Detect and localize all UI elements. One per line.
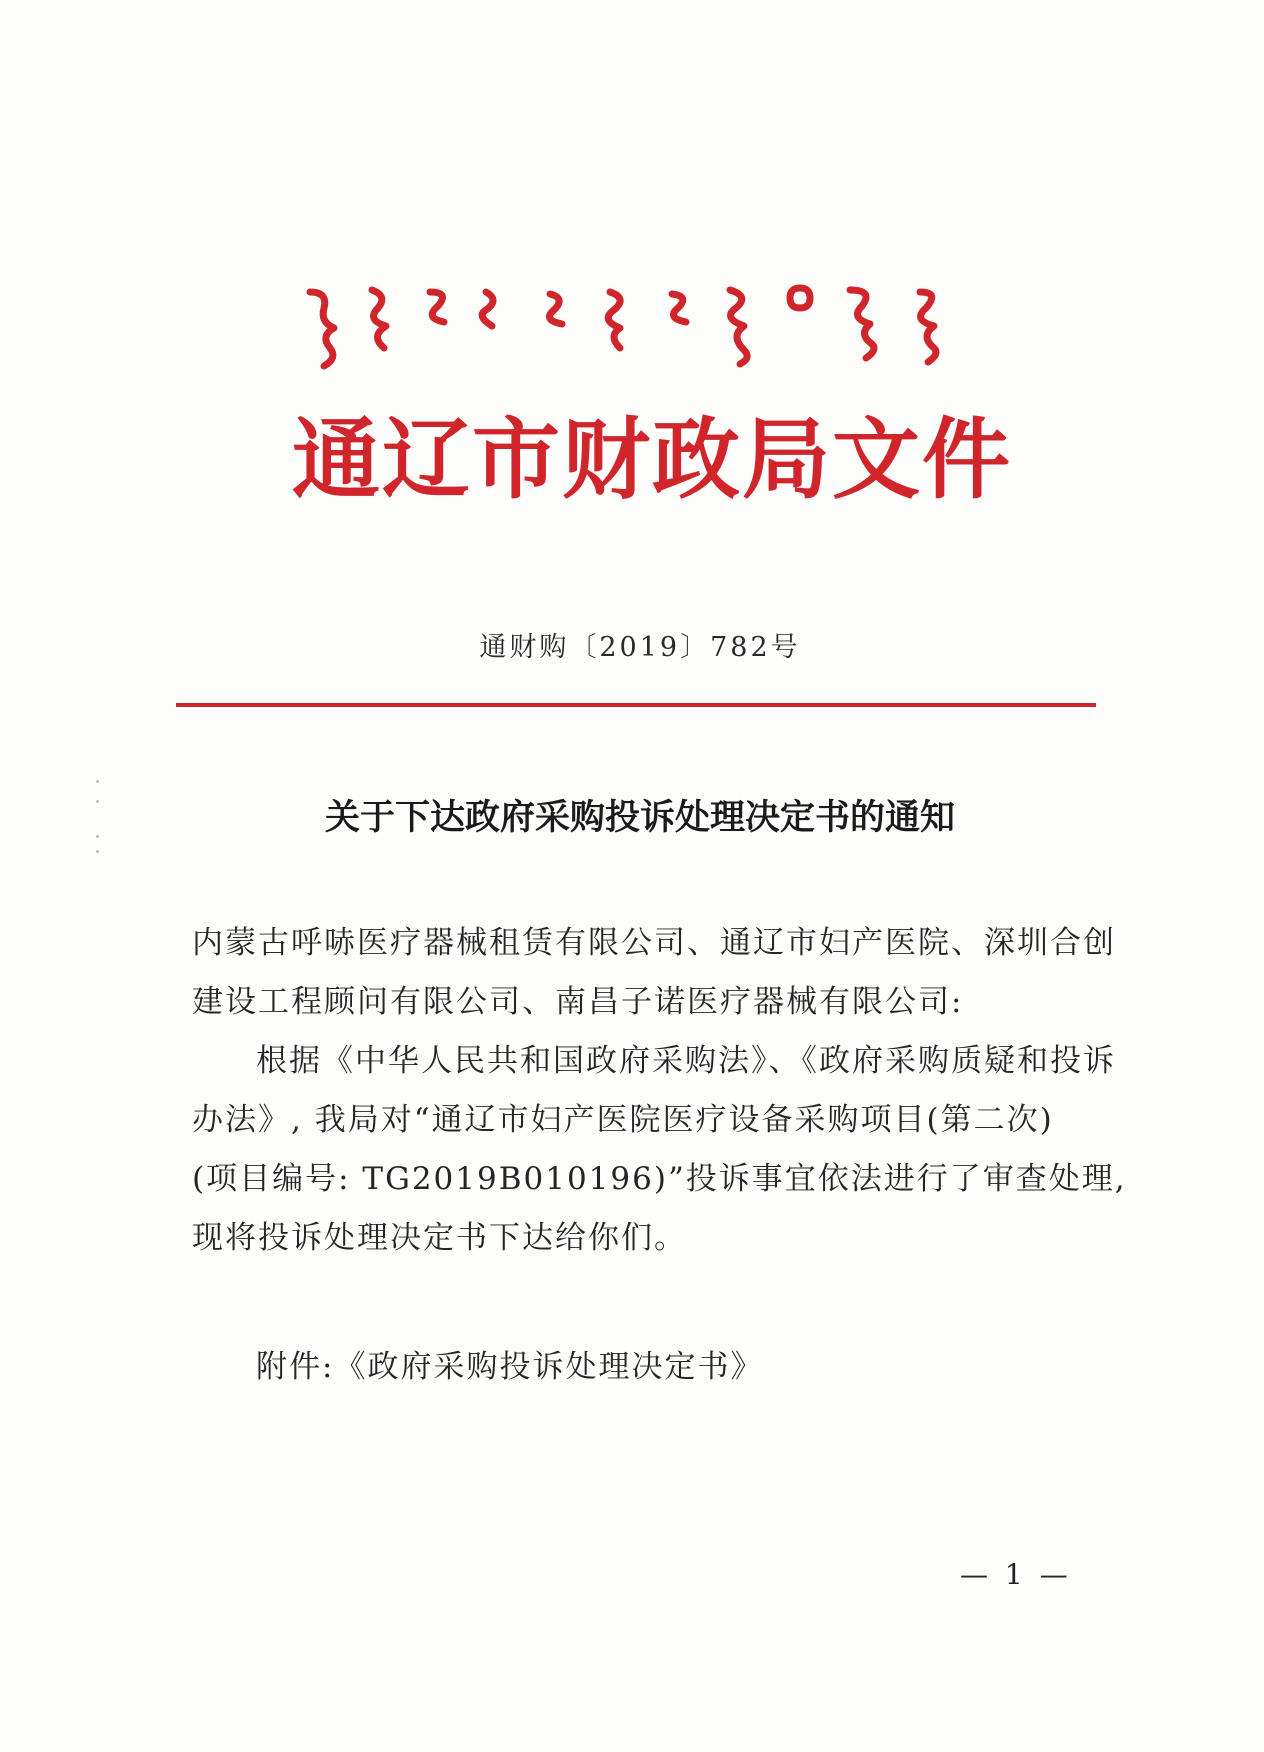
page-number: — 1 —	[960, 1558, 1072, 1591]
document-number: 通财购〔2019〕782号	[479, 632, 801, 663]
notice-title: 关于下达政府采购投诉处理决定书的通知	[324, 797, 955, 838]
mongolian-script-header	[300, 282, 990, 372]
body-line-1: 根据《中华人民共和国政府采购法》、《政府采购质疑和投诉	[256, 1043, 1116, 1079]
mongolian-script-header-image	[300, 282, 990, 372]
body-line-2: 办法》, 我局对“通辽市妇产医院医疗设备采购项目(第二次)	[192, 1102, 1054, 1138]
recipients-line-2: 建设工程顾问有限公司、南昌子诺医疗器械有限公司:	[192, 984, 964, 1020]
issuer-title: 通辽市财政局文件	[292, 408, 1013, 511]
body-line-4: 现将投诉处理决定书下达给你们。	[192, 1220, 687, 1256]
scan-speck	[96, 780, 99, 783]
scan-speck	[96, 835, 99, 838]
recipients-line-1: 内蒙古呼哧医疗器械租赁有限公司、通辽市妇产医院、深圳合创	[192, 925, 1116, 961]
body-line-3: (项目编号: TG2019B010196)”投诉事宜依法进行了审查处理,	[192, 1161, 1127, 1197]
scan-speck	[96, 850, 99, 853]
attachment-line: 附件:《政府采购投诉处理决定书》	[256, 1349, 764, 1385]
scan-speck	[96, 800, 99, 803]
red-divider	[176, 703, 1096, 707]
